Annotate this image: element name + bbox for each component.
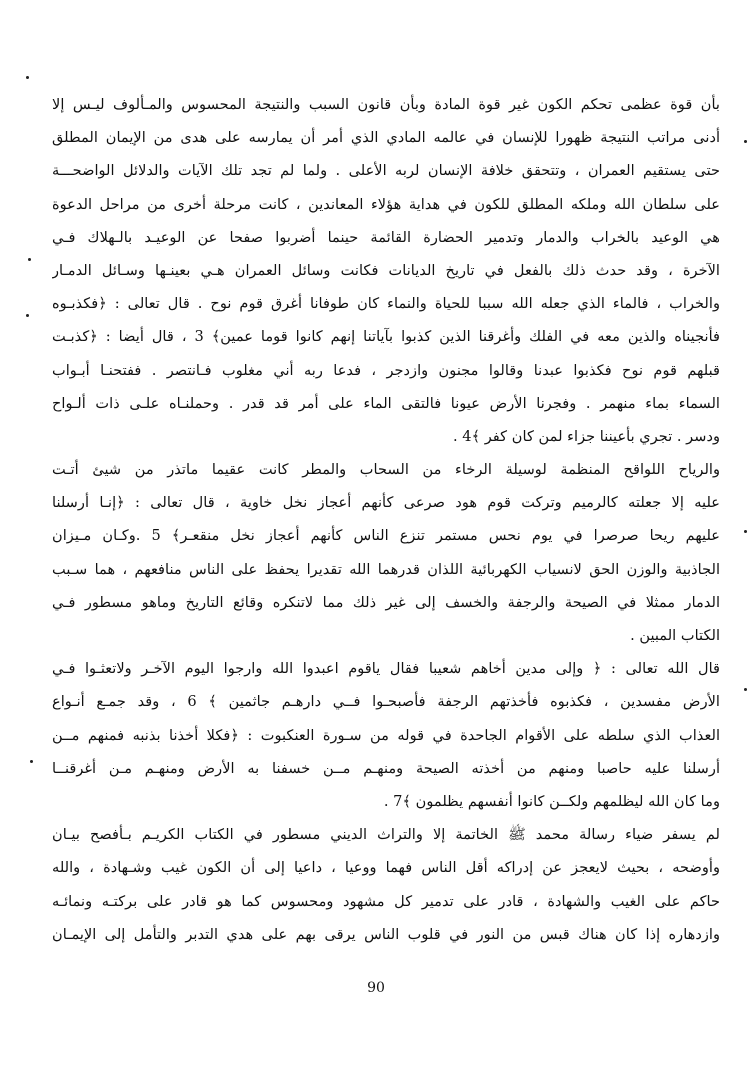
text-line: الأرض مفسدين ، فكذبوه فأخذتهم الرجفة فأصبحـوا فــي دارهـم جاثمين ﴾ 6 ، وقد جمـع أنـواع [52, 693, 720, 711]
scan-speck [744, 530, 747, 533]
text-line: وما كان الله ليظلمهم ولكــن كانوا أنفسهم يظلمون ﴾7 . [383, 792, 720, 810]
text-line: أدنى مراتب النتيجة ظهورا للإنسان في عالمه المادي الذي أمر أن يمارسه على هدى من الإيمان المطلق [52, 129, 720, 147]
text-line: ودسر . تجري بأعيننا جزاء لمن كان كفر ﴾4 . [452, 427, 720, 445]
text-line: والخراب ، فالماء الذي جعله الله سببا للحياة والنماء كان طوفانا أغرق قوم نوح . قال تعالى : ﴿فكذبـوه [52, 295, 720, 313]
scan-speck [744, 140, 747, 143]
text-line: العذاب الذي سلطه على الأقوام الجاحدة في قوله من سـورة العنكبوت : ﴿فكلا أخذنا بذنبه فمنهم مــن [52, 726, 720, 744]
text-line: وأوضحه ، بحيث لايعجز عن إدراكه أقل الناس فهما ووعيا ، داعيا إلى أن الكون غيب وشـهادة ، والله [52, 859, 720, 877]
text-line: قال الله تعالى : ﴿ وإلى مدين أخاهم شعيبا فقال ياقوم اعبدوا الله وارجوا اليوم الآخـر ولاتعثـوا فـي [52, 660, 720, 678]
text-line: أرسلنا عليه حاصبا ومنهم من أخذته الصيحة ومنهـم مــن خسفنا به الأرض ومنهـم مـن أغرقنــا [52, 759, 720, 777]
scan-speck [744, 688, 747, 691]
body-text [52, 88, 720, 951]
text-line: والرياح اللواقح المنظمة لوسيلة الرخاء من السحاب والمطر كانت عقيما ماتذر من شيئ أتـت [52, 461, 720, 479]
text-line: حاكم على الغيب والشهادة ، قادر على تدمير كل مشهود ومحسوس كما هو قادر على بركتـه ونمائـه [52, 892, 720, 910]
scan-speck [28, 258, 31, 261]
text-line: الدمار ممثلا في الصيحة والرجفة والخسف إلى غير ذلك مما لاتنكره وقائع التاريخ وماهو مسطور فـي [52, 593, 720, 611]
text-line: حتى يستقيم العمران ، وتتحقق خلافة الإنسان لربه الأعلى . ولما لم تجد تلك الآيات والدلائل الواضحـــة [52, 162, 720, 180]
scan-speck [26, 314, 29, 317]
scan-speck [26, 76, 29, 79]
scan-speck [30, 760, 33, 763]
text-line: على سلطان الله وملكه المطلق للكون في هداية هؤلاء المعاندين ، كانت مرحلة أخرى من مراحل الدعوة [52, 195, 720, 213]
text-line: قبلهم قوم نوح فكذبوا عبدنا وقالوا مجنون وازدجر ، فدعا ربه أني مغلوب فـانتصر . ففتحنـا أبـواب [52, 361, 720, 379]
text-line: الكتاب المبين . [630, 627, 720, 644]
text-line: عليهم ريحا صرصرا في يوم نحس مستمر تنزع الناس كأنهم أعجاز نخل منقعـر﴾ 5 .وكـان مـيزان [52, 527, 720, 545]
text-line: بأن قوة عظمى تحكم الكون غير قوة المادة وبأن قانون السبب والنتيجة المحسوس والمـألوف ليـس إلا [52, 96, 720, 113]
text-line: الآخرة ، وقد حدث ذلك بالفعل في تاريخ الديانات فكانت وسائل العمران هـي بعينـها وسـائل الدمـار [52, 261, 720, 279]
text-line: وازدهاره إذا كان هناك قبس من النور في قلوب الناس يرقى بهم على هدي التدبر والتأمل إلى الإيمـان [52, 925, 720, 943]
text-line: عليه إلا جعلته كالرميم وتركت قوم هود صرعى كأنهم أعجاز نخل خاوية ، قال تعالى : ﴿إنـا أرسلنا [52, 494, 720, 512]
text-line: لم يسفر ضياء رسالة محمد ﷺ الخاتمة إلا والتراث الديني مسطور في الكتاب الكريـم بـأفصح بيـان [52, 826, 720, 844]
text-line: فأنجيناه والذين معه في الفلك وأغرقنا الذين كذبوا بآياتنا إنهم كانوا قوما عمين﴾ 3 ، قال أيضا : ﴿كذبـت [52, 328, 720, 346]
text-line: السماء بماء منهمر . وفجرنا الأرض عيونا فالتقى الماء على أمر قد قدر . وحملنـاه علـى ذات ألـواح [52, 394, 720, 412]
text-line: الجاذبية والوزن الحق لانسياب الكهربائية اللذان قدرهما الله تقديرا يحفظ على الناس منافعهم ، هما سـبب [52, 560, 720, 578]
page-number: 90 [367, 980, 385, 996]
text-line: هي الوعيد بالخراب والدمار وتدمير الحضارة القائمة حينما أضربوا صفحا عن الوعيـد بالـهلاك فـي [52, 228, 720, 246]
